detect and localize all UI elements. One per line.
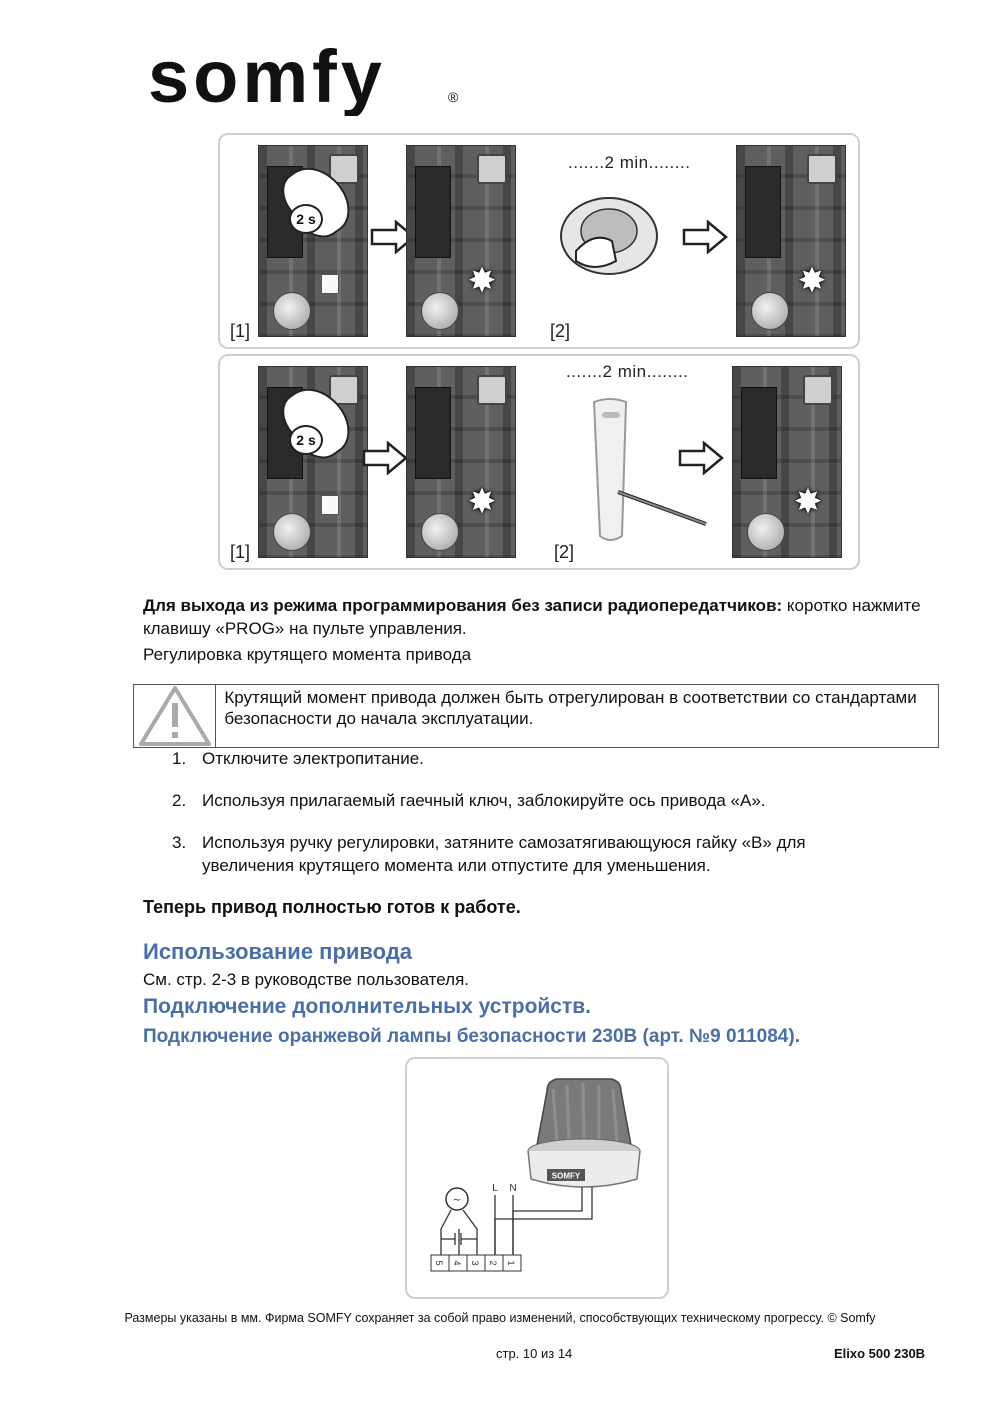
arrow-right-icon bbox=[678, 441, 724, 475]
control-board-image bbox=[258, 366, 368, 558]
press-duration-badge: 2 s bbox=[289, 425, 323, 455]
list-item bbox=[172, 747, 892, 770]
list-item bbox=[172, 831, 892, 877]
control-board-image bbox=[736, 145, 846, 337]
led-blink-icon: ✸ bbox=[797, 262, 827, 300]
wiring-diagram-svg bbox=[407, 1059, 667, 1297]
figure-panel-transmitter-pairing bbox=[218, 354, 860, 570]
led-blink-icon: ✸ bbox=[793, 483, 823, 521]
exit-rest-text: коротко нажмите клавишу «PROG» на пульте управления. bbox=[143, 596, 921, 638]
lamp-heading: Подключение оранжевой лампы безопасности 230В (арт. №9 011084). bbox=[143, 1026, 800, 1047]
usage-text: См. стр. 2-3 в руководстве пользователя. bbox=[143, 970, 470, 989]
terminal-label: 2 bbox=[488, 1260, 498, 1266]
warning-triangle-icon bbox=[138, 685, 212, 747]
ready-statement: Теперь привод полностью готов к работе. bbox=[143, 897, 521, 917]
terminal-block bbox=[431, 1255, 521, 1271]
wire-label-l: L bbox=[492, 1183, 498, 1194]
torque-heading: Регулировка крутящего момента привода bbox=[143, 645, 472, 664]
remote-control-icon bbox=[554, 191, 664, 281]
arrow-right-icon bbox=[682, 220, 728, 254]
control-board-image bbox=[406, 366, 516, 558]
list-number: 1. bbox=[172, 749, 187, 768]
step-label: [2] bbox=[554, 542, 575, 562]
logo-text: somfy bbox=[148, 36, 386, 116]
registered-mark: ® bbox=[448, 89, 459, 105]
model-name: Elixo 500 230B bbox=[834, 1346, 926, 1361]
list-number: 3. bbox=[172, 833, 187, 852]
warning-text: Крутящий момент привода должен быть отрегулирован в соответствии со стандартами безопасности до начала эксплуатации. bbox=[224, 688, 917, 728]
somfy-logo bbox=[148, 36, 478, 116]
footer-note: Размеры указаны в мм. Фирма SOMFY сохраняет за собой право изменений, способствующих техническому прогрессу. © Somfy bbox=[124, 1311, 876, 1325]
figure-panel-remote-pairing bbox=[218, 133, 860, 349]
led-blink-icon: ✸ bbox=[467, 483, 497, 521]
lamp-brand-label: SOMFY bbox=[551, 1171, 581, 1181]
lamp-wiring-diagram bbox=[405, 1057, 669, 1299]
arrow-right-icon bbox=[362, 441, 408, 475]
terminal-label: 5 bbox=[434, 1260, 444, 1266]
control-board-image bbox=[406, 145, 516, 337]
timer-label: .......2 min........ bbox=[568, 153, 691, 172]
exit-bold-text: Для выхода из режима программирования без записи радиопередатчиков: bbox=[143, 596, 783, 615]
list-text: Используя прилагаемый гаечный ключ, заблокируйте ось привода «А». bbox=[202, 791, 766, 810]
accessories-heading: Подключение дополнительных устройств. bbox=[143, 995, 592, 1018]
warning-icon-cell bbox=[134, 685, 216, 747]
timer-label: .......2 min........ bbox=[566, 362, 689, 381]
wire-label-n: N bbox=[509, 1183, 517, 1194]
terminal-label: 4 bbox=[452, 1260, 462, 1266]
terminal-label: 3 bbox=[470, 1260, 480, 1266]
warning-table bbox=[133, 684, 939, 748]
exit-programming-paragraph bbox=[143, 594, 933, 640]
usage-heading: Использование привода bbox=[143, 939, 413, 964]
svg-text:~: ~ bbox=[452, 1195, 462, 1206]
control-board-image bbox=[732, 366, 842, 558]
control-board-image bbox=[258, 145, 368, 337]
led-blink-icon: ✸ bbox=[467, 262, 497, 300]
page-number: стр. 10 из 14 bbox=[496, 1346, 573, 1361]
step-label: [2] bbox=[550, 321, 571, 341]
list-text: Используя ручку регулировки, затяните самозатягивающуюся гайку «В» для bbox=[202, 833, 806, 852]
press-duration-badge: 2 s bbox=[289, 204, 323, 234]
list-item bbox=[172, 789, 892, 812]
list-text: Отключите электропитание. bbox=[202, 749, 424, 768]
step-label: [1] bbox=[230, 321, 251, 341]
list-text-continued: увеличения крутящего момента или отпустите для уменьшения. bbox=[202, 856, 711, 875]
list-number: 2. bbox=[172, 791, 187, 810]
step-label: [1] bbox=[230, 542, 251, 562]
terminal-label: 1 bbox=[506, 1260, 516, 1266]
